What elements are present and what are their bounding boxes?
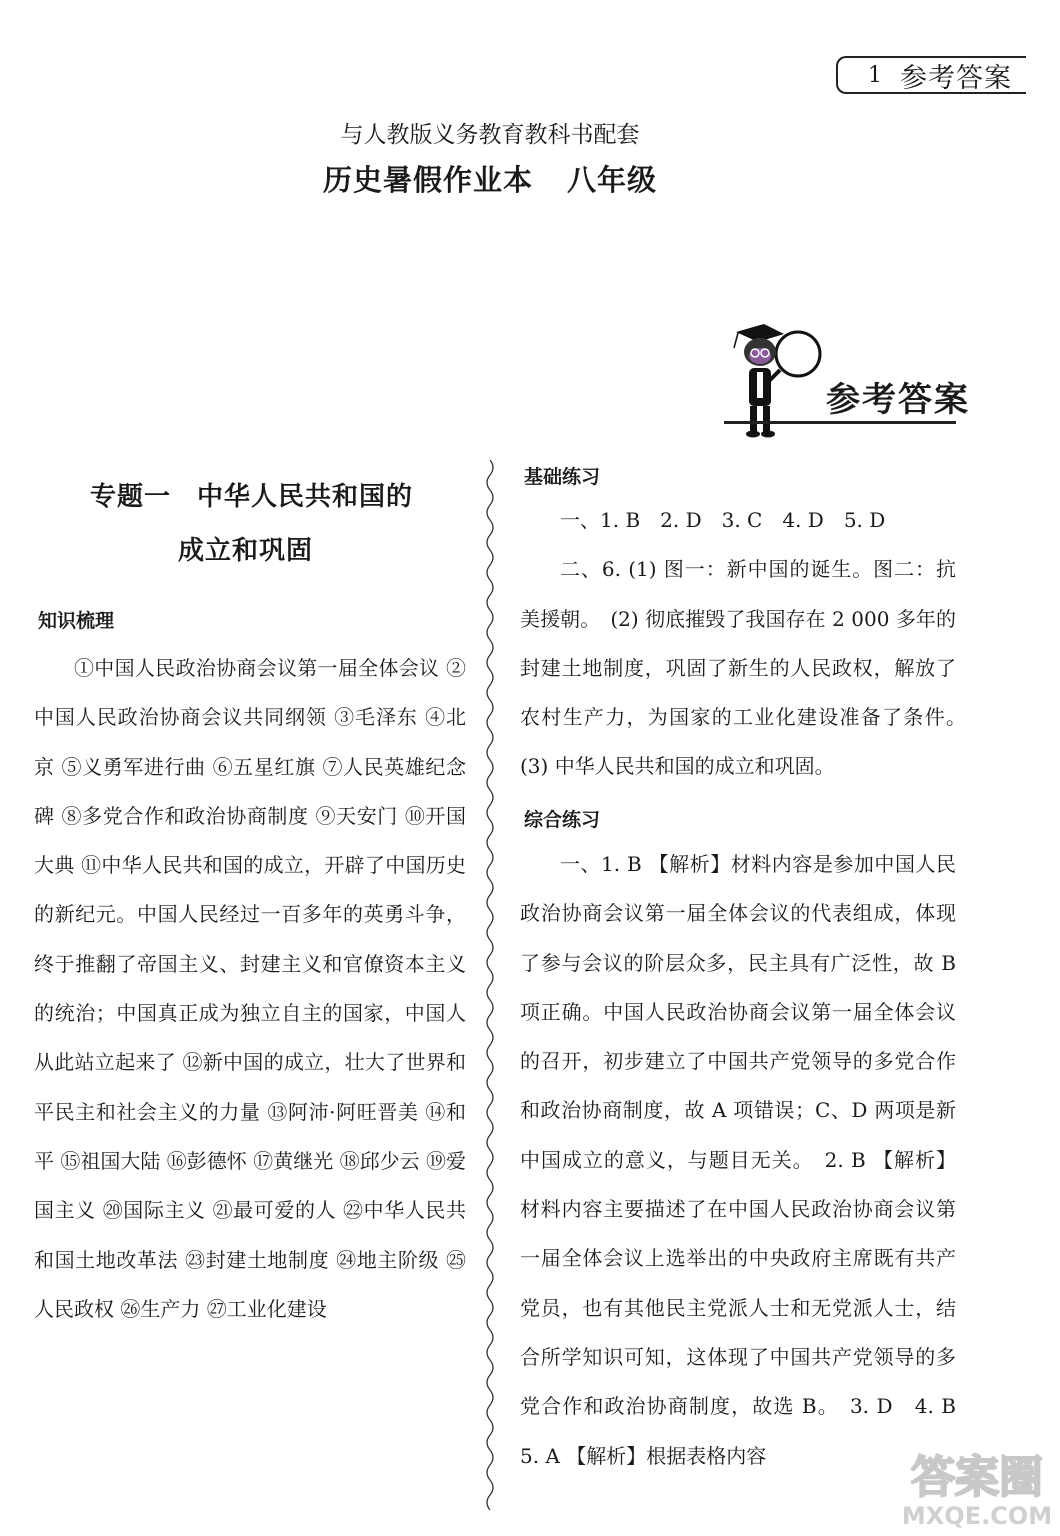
book-title-main: 历史暑假作业本	[322, 163, 533, 197]
chapter-number: 专题一	[90, 482, 172, 512]
knowledge-section-text: ①中国人民政治协商会议第一届全体会议 ②中国人民政治协商会议共同纲领 ③毛泽东 ④北京 ⑤义勇军进行曲 ⑥五星红旗 ⑦人民英雄纪念碑 ⑧多党合作和政治协商制度 ⑨天安门 ⑩开国大典 ⑪中华人民共和国的成立，开辟了中国历史的新纪元。中国人民经过一百多年的英勇斗争，终于推翻了帝国主义、封建主义和官僚资本主义的统治；中国真正成为独立自主的国家，中国人从此站立起来了 ⑫新中国的成立，壮大了世界和平民主和社会主义的力量 ⑬阿沛·阿旺晋美 ⑭和平 ⑮祖国大陆 ⑯彭德怀 ⑰黄继光 ⑱邱少云 ⑲爱国主义 ⑳国际主义 ㉑最可爱的人 ㉒中华人民共和国土地改革法 ㉓封建土地制度 ㉔地主阶级 ㉕人民政权 ㉖生产力 ㉗工业化建设	[34, 656, 466, 1321]
page-number: 1	[868, 62, 882, 88]
answers-heading: 参考答案	[826, 380, 970, 420]
basic-answers-part1: 一、1. B 2. D 3. C 4. D 5. D	[560, 508, 886, 532]
basic-practice-heading: 基础练习	[524, 466, 601, 488]
watermark-url: MXQE.COM	[902, 1502, 1052, 1530]
knowledge-section-heading: 知识梳理	[38, 610, 115, 632]
chapter-title	[90, 476, 413, 513]
watermark-text: 答案圈	[911, 1452, 1043, 1503]
page-tab-label: 参考答案	[900, 62, 1012, 94]
comprehensive-practice-text: 一、1. B 【解析】材料内容是参加中国人民政治协商会议第一届全体会议的代表组成，体现了参与会议的阶层众多，民主具有广泛性，故 B 项正确。中国人民政治协商会议第一届全体会议的召开，初步建立了中国共产党领导的多党合作和政治协商制度，故 A 项错误；C、D 两项是新中国成立的意义，与题目无关。 2. B 【解析】材料内容主要描述了在中国人民政治协商会议第一届全体会议上选举出的中央政府主席既有共产党员，也有其他民主党派人士和无党派人士，结合所学知识可知，这体现了中国共产党领导的多党合作和政治协商制度，故选 B。 3. D 4. B 5. A 【解析】根据表格内容	[520, 852, 976, 1468]
watermark-logo	[902, 1440, 1052, 1530]
column-divider	[480, 460, 500, 1530]
chapter-title-line1: 中华人民共和国的	[197, 482, 414, 512]
basic-practice-text	[520, 496, 976, 792]
comprehensive-practice-heading: 综合练习	[524, 809, 601, 831]
basic-answers-part2: 二、6. (1) 图一：新中国的诞生。图二：抗美援朝。 (2) 彻底摧毁了我国存在 2 000 多年的封建土地制度，巩固了新生的人民政权，解放了农村生产力，为国家的工业化建设准备了条件。 (3) 中华人民共和国的成立和巩固。	[520, 557, 976, 779]
book-title	[0, 158, 980, 199]
book-title-grade: 八年级	[567, 163, 658, 197]
page-number-tab	[836, 56, 1026, 94]
chapter-title-line2: 成立和巩固	[178, 536, 314, 566]
heading-underline	[724, 421, 956, 424]
series-title: 与人教版义务教育教科书配套	[340, 122, 640, 148]
